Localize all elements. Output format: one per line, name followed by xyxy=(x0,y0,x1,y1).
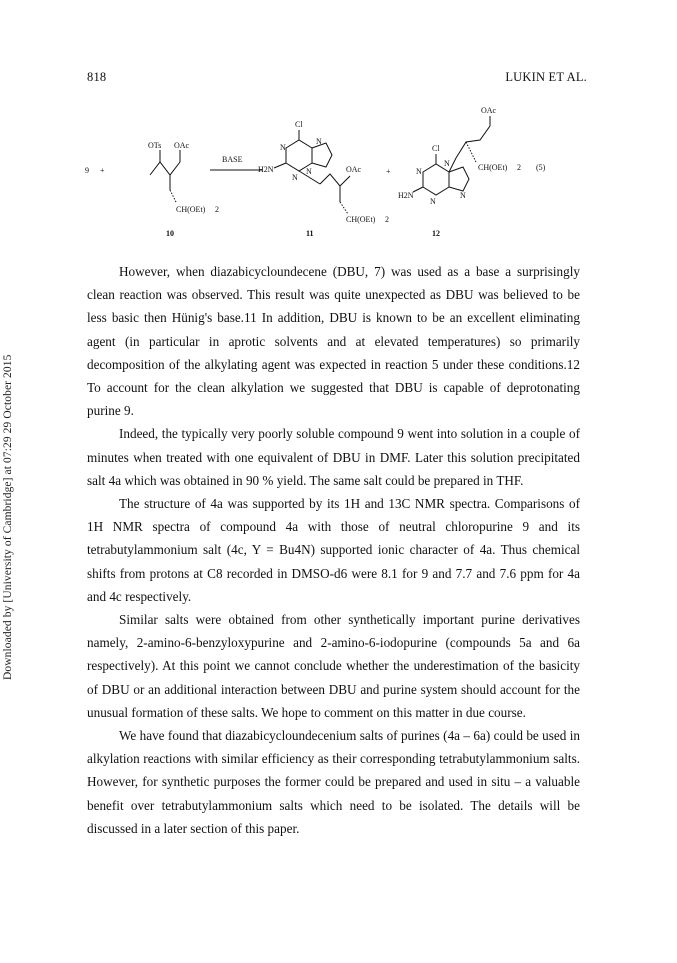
acetal-group-10: CH(OEt) xyxy=(176,205,206,214)
running-head: LUKIN ET AL. xyxy=(505,70,587,84)
reagent-label: BASE xyxy=(222,155,243,164)
oac-group-11: OAc xyxy=(346,165,362,174)
n1-12: N xyxy=(416,167,422,176)
equation-number: (5) xyxy=(536,163,546,172)
reaction-scheme xyxy=(80,102,600,242)
acetal-subscript-12: 2 xyxy=(517,163,521,172)
page-number: 818 xyxy=(87,70,107,84)
plus-sign-2: + xyxy=(386,167,391,176)
acetal-subscript-11: 2 xyxy=(385,215,389,224)
compound-label-12: 12 xyxy=(432,229,440,238)
imidazole-ring-12 xyxy=(449,167,469,191)
start-compound-label: 9 xyxy=(85,166,89,175)
imidazole-ring-11 xyxy=(312,143,332,167)
n7-12: N xyxy=(444,159,450,168)
oac-group-10: OAc xyxy=(174,141,190,150)
chloro-11: Cl xyxy=(295,120,303,129)
chain-10 xyxy=(150,162,180,175)
n1-11: N xyxy=(280,143,286,152)
n7-11: N xyxy=(316,137,322,146)
body-text xyxy=(87,260,580,840)
n9-11: N xyxy=(306,167,312,176)
oac-group-12: OAc xyxy=(481,106,497,115)
chloro-12: Cl xyxy=(432,144,440,153)
paragraph: However, when diazabicycloundecene (DBU, 7) was used as a base a surprisingly clean reaction was observed. This result was quite unexpected as DBU was believed to be less basic then Hünig's base.11 In addition, DBU is known to be an excellent eliminating agent (in particular in aprotic solvents and at elevated temperatures) so primarily decomposition of the alkylating agent was expected in reaction 5 under these conditions.12 To account for the clean alkylation we suggested that DBU is capable of deprotonating purine 9. xyxy=(87,264,580,419)
acetal-group-11: CH(OEt) xyxy=(346,215,376,224)
paragraph: Similar salts were obtained from other synthetically important purine derivatives namely, 2-amino-6-benzyloxypurine and 2-amino-6-iodopurine (compounds 5a and 6a respectively). At this point we cannot conclude whether the underestimation of the basicity of DBU or an additional interaction between DBU and purine system should account for the unusual formation of these salts. We hope to comment on this matter in due course. xyxy=(87,612,580,720)
paragraph: The structure of 4a was supported by its 1H and 13C NMR spectra. Comparisons of 1H NMR spectra of compound 4a with those of neutral chloropurine 9 and its tetrabutylammonium salt (4c, Y = Bu4N) supported ionic character of 4a. Thus chemical shifts from protons at C8 recorded in DMSO-d6 were 8.1 for 9 and 7.7 and 7.6 ppm for 4a and 4c respectively. xyxy=(87,496,580,604)
n3-11: N xyxy=(292,173,298,182)
amino-11: H2N xyxy=(258,165,274,174)
amino-12: H2N xyxy=(398,191,414,200)
plus-sign-1: + xyxy=(100,166,105,175)
download-watermark: Downloaded by [University of Cambridge] at 07:29 29 October 2015 xyxy=(2,354,14,680)
ots-group: OTs xyxy=(148,141,162,150)
acetal-group-12: CH(OEt) xyxy=(478,163,508,172)
n9-12: N xyxy=(460,191,466,200)
paragraph: We have found that diazabicycloundecenium salts of purines (4a – 6a) could be used in alkylation reactions with similar efficiency as their corresponding tetrabutylammonium salts. However, for synthetic purposes the former could be prepared and used in situ – a valuable benefit over tetrabutylammonium salts which need to be isolated. The details will be discussed in a later section of this paper. xyxy=(87,728,580,836)
pyrimidine-ring-12 xyxy=(423,164,449,195)
compound-label-10: 10 xyxy=(166,229,174,238)
compound-label-11: 11 xyxy=(306,229,314,238)
paragraph: Indeed, the typically very poorly soluble compound 9 went into solution in a couple of minutes when treated with one equivalent of DBU in DMF. Later this solution precipitated salt 4a which was obtained in 90 % yield. The same salt could be prepared in THF. xyxy=(87,426,580,488)
acetal-subscript-10: 2 xyxy=(215,205,219,214)
n3-12: N xyxy=(430,197,436,206)
